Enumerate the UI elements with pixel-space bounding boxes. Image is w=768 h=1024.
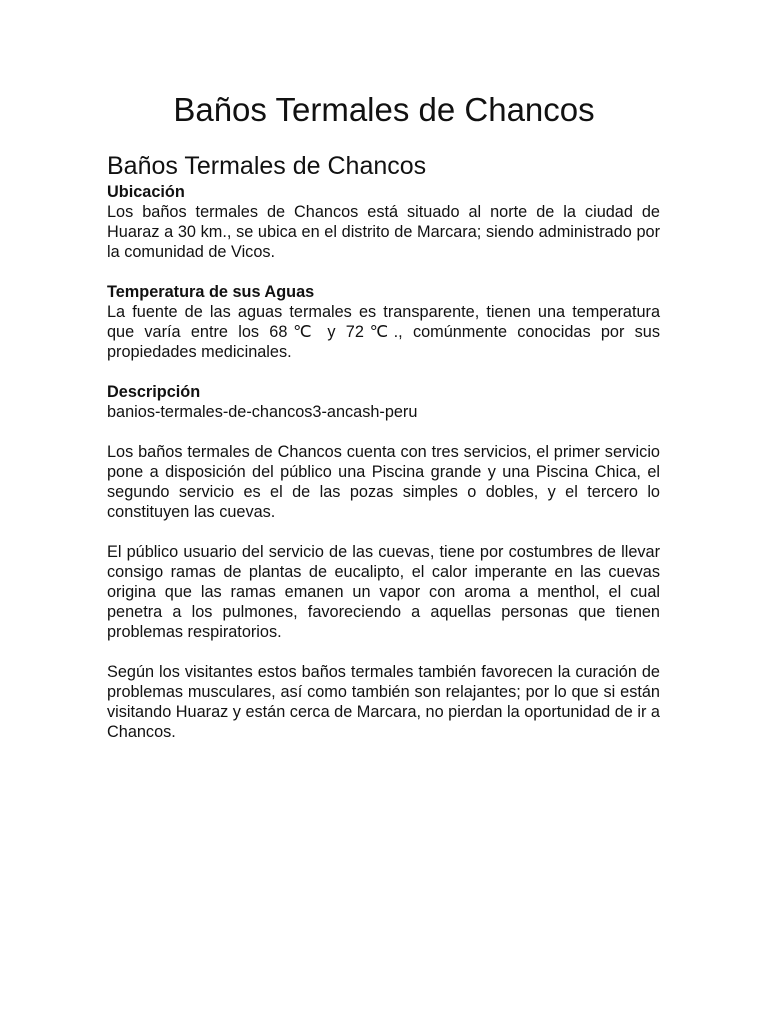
spacer	[107, 522, 660, 542]
spacer	[107, 422, 660, 442]
ubicacion-paragraph: Los baños termales de Chancos está situado al norte de la ciudad de Huaraz a 30 km., se ubica en el distrito de Marcara; siendo administrado por la comunidad de Vicos.	[107, 203, 660, 261]
temperatura-paragraph: La fuente de las aguas termales es transparente, tienen una temperatura que varía entre los 68℃ y 72℃., comúnmente conocidas por sus propiedades medicinales.	[107, 303, 660, 361]
image-caption: banios-termales-de-chancos3-ancash-peru	[107, 403, 418, 421]
ubicacion-heading: Ubicación	[107, 183, 185, 201]
spacer	[107, 262, 660, 282]
descripcion-paragraph-3: Según los visitantes estos baños termales también favorecen la curación de problemas musculares, así como también son relajantes; por lo que si están visitando Huaraz y están cerca de Marcara, no pierdan la oportunidad de ir a Chancos.	[107, 663, 660, 741]
descripcion-heading: Descripción	[107, 383, 201, 401]
spacer	[107, 642, 660, 662]
document-title: Baños Termales de Chancos	[173, 91, 595, 128]
section-title: Baños Termales de Chancos	[107, 152, 427, 180]
spacer	[107, 362, 660, 382]
descripcion-paragraph-2: El público usuario del servicio de las cuevas, tiene por costumbres de llevar consigo ramas de plantas de eucalipto, el calor imperante en las cuevas origina que las ramas emanen un vapor con aroma a menthol, el cual penetra a los pulmones, favoreciendo a aquellas personas que tienen problemas respiratorios.	[107, 543, 660, 641]
temperatura-heading: Temperatura de sus Aguas	[107, 283, 315, 301]
document-body	[107, 150, 660, 742]
descripcion-paragraph-1: Los baños termales de Chancos cuenta con tres servicios, el primer servicio pone a disposición del público una Piscina grande y una Piscina Chica, el segundo servicio es el de las pozas simples o dobles, y el tercero lo constituyen las cuevas.	[107, 443, 660, 521]
